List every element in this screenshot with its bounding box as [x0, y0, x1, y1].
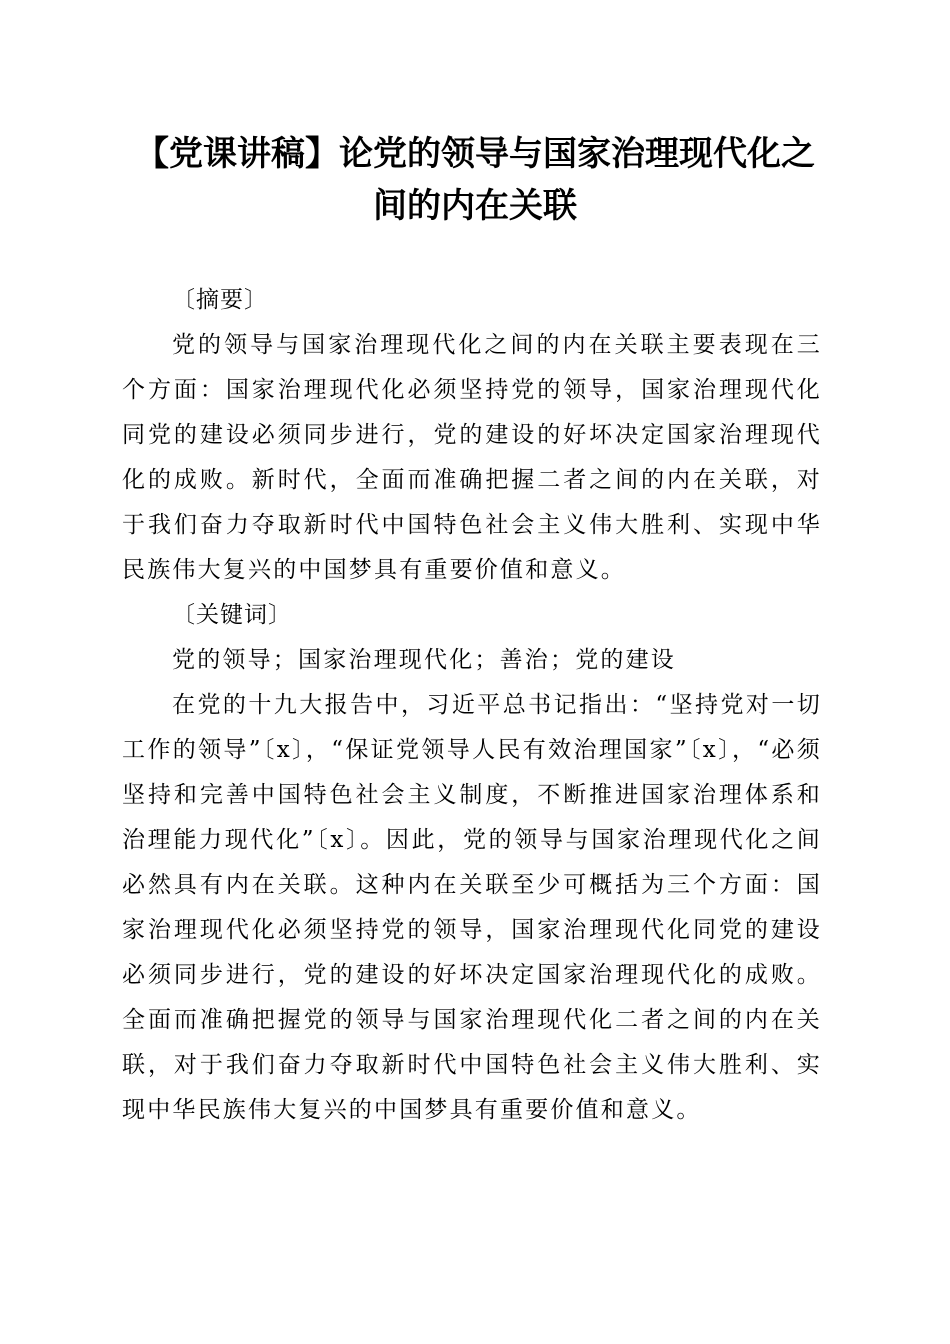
- abstract-label: 〔摘要〕: [172, 287, 268, 313]
- keywords-paragraph: 党的领导；国家治理现代化；善治；党的建设: [172, 647, 676, 673]
- body-paragraph: 在党的十九大报告中，习近平总书记指出：“坚持党对一切工作的领导”〔x〕，“保证党领导人民有效治理国家”〔x〕，“必须坚持和完善中国特色社会主义制度，不断推进国家治理体系和治理能力现代化”〔x〕。因此，党的领导与国家治理现代化之间必然具有内在关联。这种内在关联至少可概括为三个方面：国家治理现代化必须坚持党的领导，国家治理现代化同党的建设必须同步进行，党的建设的好坏决定国家治理现代化的成败。全面而准确把握党的领导与国家治理现代化二者之间的内在关联，对于我们奋力夺取新时代中国特色社会主义伟大胜利、实现中华民族伟大复兴的中国梦具有重要价值和意义。: [122, 692, 822, 1123]
- abstract-paragraph: 党的领导与国家治理现代化之间的内在关联主要表现在三个方面：国家治理现代化必须坚持党的领导，国家治理现代化同党的建设必须同步进行，党的建设的好坏决定国家治理现代化的成败。新时代，全面而准确把握二者之间的内在关联，对于我们奋力夺取新时代中国特色社会主义伟大胜利、实现中华民族伟大复兴的中国梦具有重要价值和意义。: [122, 332, 822, 583]
- title-line-2: 间的内在关联: [373, 186, 577, 226]
- keywords-label: 〔关键词〕: [172, 602, 292, 628]
- title-line-1: 【党课讲稿】论党的领导与国家治理现代化之: [135, 134, 815, 174]
- document-title: [110, 128, 840, 232]
- document-body: [122, 278, 822, 1133]
